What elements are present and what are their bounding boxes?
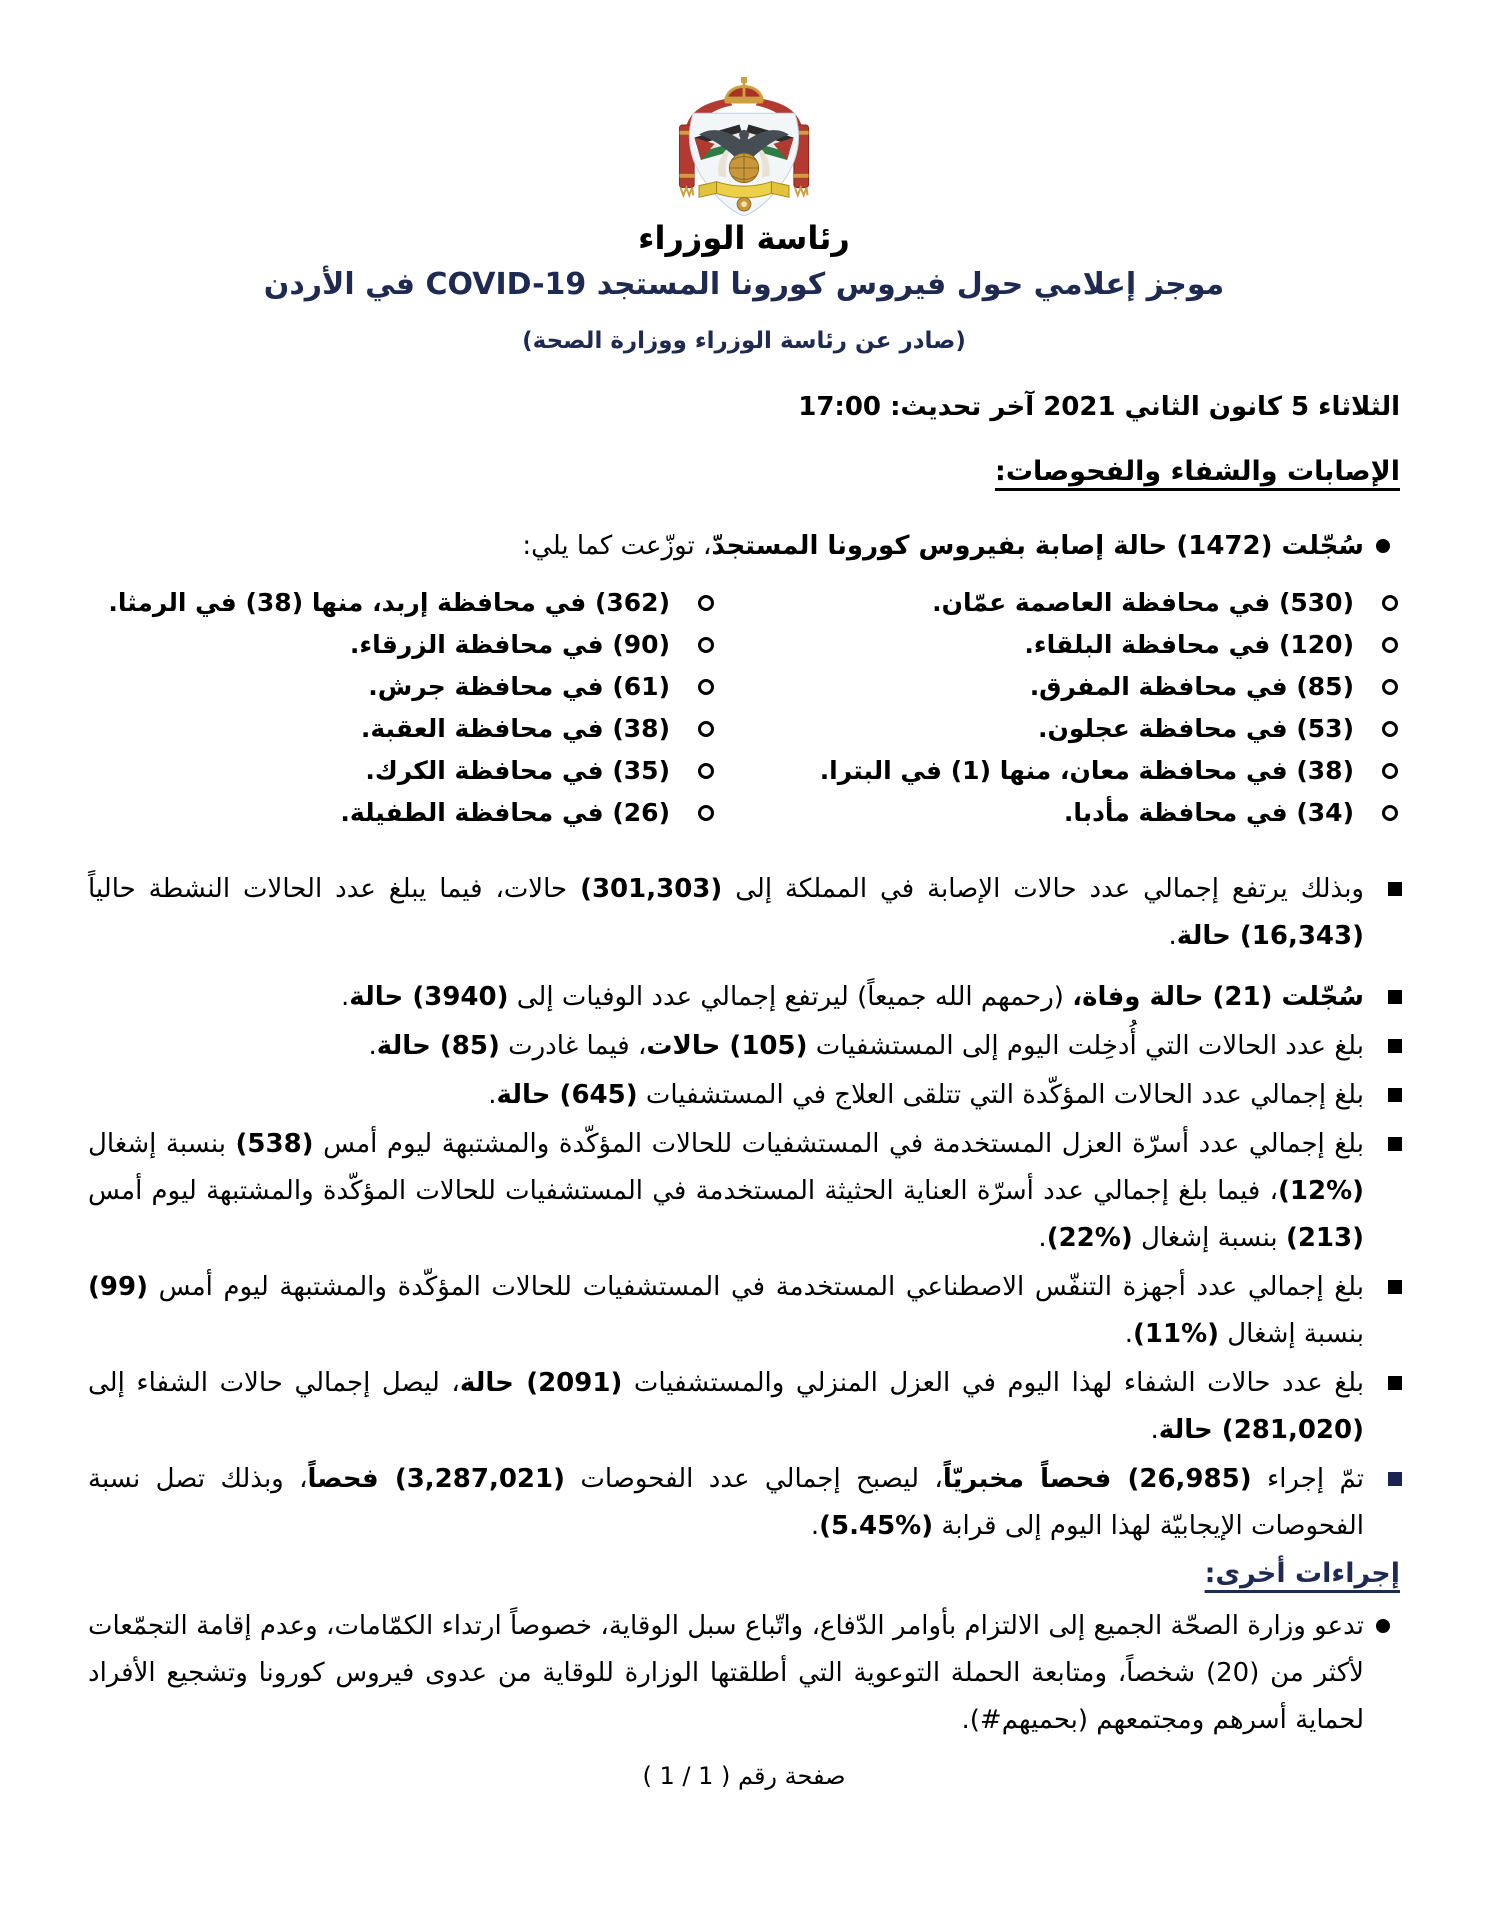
governorate-item-text: (90) في محافظة الزرقاء. <box>349 630 670 659</box>
governorate-item-text: (38) في محافظة العقبة. <box>360 714 670 743</box>
governorate-item-aqaba <box>88 708 716 750</box>
disc-bullet-icon <box>1376 1619 1390 1633</box>
section-heading-cases: الإصابات والشفاء والفحوصات: <box>995 456 1400 487</box>
square-bullet-icon <box>1388 1376 1402 1390</box>
governorate-item-text: (53) في محافظة عجلون. <box>1037 714 1354 743</box>
bullet-ministry-call <box>88 1603 1400 1744</box>
governorate-item-tafileh <box>88 792 716 834</box>
governorate-item-text: (34) في محافظة مأدبا. <box>1063 798 1354 827</box>
governorate-item-text: (61) في محافظة جرش. <box>368 672 670 701</box>
governorate-item-irbid <box>88 582 716 624</box>
section-heading-measures: إجراءات أخرى: <box>1204 1558 1400 1589</box>
bullet-ministry-call-text: تدعو وزارة الصحّة الجميع إلى الالتزام بأوامر الدّفاع، واتّباع سبل الوقاية، خصوصاً ارتداء الكمّامات، وعدم إقامة التجمّعات لأكثر من (20) شخصاً، ومتابعة الحملة التوعوية التي أطلقتها الوزارة للوقاية من عدوى فيروس كورونا وتشجيع الأفراد لحماية أسرهم ومجتمعهم (⁦#بحميهم⁩). <box>88 1611 1364 1735</box>
bullet-lab-tests-text: تمّ إجراء (26,985) فحصاً مخبريّاً، ليصبح إجمالي عدد الفحوصات (3,287,021) فحصاً، وبذلك تصل نسبة الفحوصات الإيجابيّة لهذا اليوم إلى قرابة (%5.45). <box>88 1464 1364 1541</box>
circle-bullet-icon <box>1382 805 1398 821</box>
bullet-deaths-text: سُجّلت (21) حالة وفاة، (رحمهم الله جميعاً) ليرتفع إجمالي عدد الوفيات إلى (3940) حالة. <box>341 982 1364 1012</box>
square-bullet-icon <box>1388 1137 1402 1151</box>
page-number: صفحة رقم ( 1 / 1 ) <box>642 1762 846 1790</box>
bullet-hospital-admissions-text: بلغ عدد الحالات التي أُدخِلت اليوم إلى المستشفيات (105) حالات، فيما غادرت (85) حالة. <box>368 1031 1364 1061</box>
bullet-isolation-beds <box>88 1121 1400 1262</box>
square-bullet-icon <box>1388 1088 1402 1102</box>
governorate-item-madaba <box>744 792 1400 834</box>
governorate-item-zarqa <box>88 624 716 666</box>
bullet-isolation-beds-text: بلغ إجمالي عدد أسرّة العزل المستخدمة في المستشفيات للحالات المؤكّدة والمشتبهة ليوم أمس (538) بنسبة إشغال (%12)، فيما بلغ إجمالي عدد أسرّة العناية الحثيثة المستخدمة في المستشفيات للحالات المؤكّدة والمشتبهة ليوم أمس (213) بنسبة إشغال (%22). <box>88 1129 1364 1253</box>
square-bullet-icon <box>1388 882 1402 896</box>
bullet-ventilators-text: بلغ إجمالي عدد أجهزة التنفّس الاصطناعي المستخدمة في المستشفيات للحالات المؤكّدة والمشتبهة ليوم أمس (99) بنسبة إشغال (%11). <box>88 1272 1364 1349</box>
bullet-new-cases-text: سُجّلت (1472) حالة إصابة بفيروس كورونا المستجدّ، توزّعت كما يلي: <box>522 531 1364 561</box>
date-line: الثلاثاء 5 كانون الثاني 2021 آخر تحديث: 17:00 <box>798 392 1400 422</box>
governorate-list-left <box>88 582 744 834</box>
circle-bullet-icon <box>1382 721 1398 737</box>
bullet-total-cases-text: وبذلك يرتفع إجمالي عدد حالات الإصابة في المملكة إلى (301,303) حالات، فيما يبلغ عدد الحالات النشطة حالياً (16,343) حالة. <box>88 874 1364 951</box>
circle-bullet-icon <box>698 805 714 821</box>
governorate-columns <box>88 582 1400 834</box>
governorate-item-text: (530) في محافظة العاصمة عمّان. <box>932 588 1354 617</box>
page-subtitle: (صادر عن رئاسة الوزراء ووزارة الصحة) <box>522 328 966 354</box>
bullet-ventilators <box>88 1264 1400 1358</box>
governorate-item-maan <box>744 750 1400 792</box>
governorate-item-text: (38) في محافظة معان، منها (1) في البترا. <box>819 756 1354 785</box>
circle-bullet-icon <box>698 595 714 611</box>
bullet-hospital-admissions <box>88 1023 1400 1070</box>
circle-bullet-icon <box>698 679 714 695</box>
governorate-list-right <box>744 582 1400 834</box>
square-bullet-navy-icon <box>1388 1472 1402 1486</box>
jordan-coat-of-arms-icon <box>656 74 832 217</box>
circle-bullet-icon <box>1382 763 1398 779</box>
bullet-confirmed-in-hospitals <box>88 1072 1400 1119</box>
governorate-item-text: (362) في محافظة إربد، منها (38) في الرمثا. <box>108 588 670 617</box>
governorate-item-text: (85) في محافظة المفرق. <box>1029 672 1354 701</box>
bullet-recoveries <box>88 1360 1400 1454</box>
bullet-recoveries-text: بلغ عدد حالات الشفاء لهذا اليوم في العزل المنزلي والمستشفيات (2091) حالة، ليصل إجمالي حالات الشفاء إلى (281,020) حالة. <box>88 1368 1364 1445</box>
circle-bullet-icon <box>1382 595 1398 611</box>
bullet-confirmed-in-hospitals-text: بلغ إجمالي عدد الحالات المؤكّدة التي تتلقى العلاج في المستشفيات (645) حالة. <box>488 1080 1364 1110</box>
governorate-item-text: (35) في محافظة الكرك. <box>365 756 670 785</box>
governorate-item-mafraq <box>744 666 1400 708</box>
globe-icon <box>729 153 758 182</box>
square-bullet-icon <box>1388 1280 1402 1294</box>
governorate-item-text: (26) في محافظة الطفيلة. <box>340 798 670 827</box>
circle-bullet-icon <box>1382 637 1398 653</box>
circle-bullet-icon <box>698 637 714 653</box>
square-bullet-icon <box>1388 990 1402 1004</box>
page-title: موجز إعلامي حول فيروس كورونا المستجد COVID-19 في الأردن <box>263 267 1225 302</box>
governorate-item-amman <box>744 582 1400 624</box>
crown-icon <box>724 77 763 103</box>
bullet-new-cases <box>88 523 1400 570</box>
circle-bullet-icon <box>698 763 714 779</box>
star-medal-icon <box>737 197 751 211</box>
org-script-text: رئاسة الوزراء <box>638 219 850 257</box>
bullet-deaths <box>88 974 1400 1021</box>
governorate-item-text: (120) في محافظة البلقاء. <box>1024 630 1354 659</box>
disc-bullet-icon <box>1376 539 1390 553</box>
square-bullet-icon <box>1388 1039 1402 1053</box>
governorate-item-ajloun <box>744 708 1400 750</box>
bullet-total-cases <box>88 866 1400 960</box>
circle-bullet-icon <box>1382 679 1398 695</box>
bullet-lab-tests <box>88 1456 1400 1550</box>
governorate-item-balqa <box>744 624 1400 666</box>
governorate-item-karak <box>88 750 716 792</box>
circle-bullet-icon <box>698 721 714 737</box>
governorate-item-jerash <box>88 666 716 708</box>
